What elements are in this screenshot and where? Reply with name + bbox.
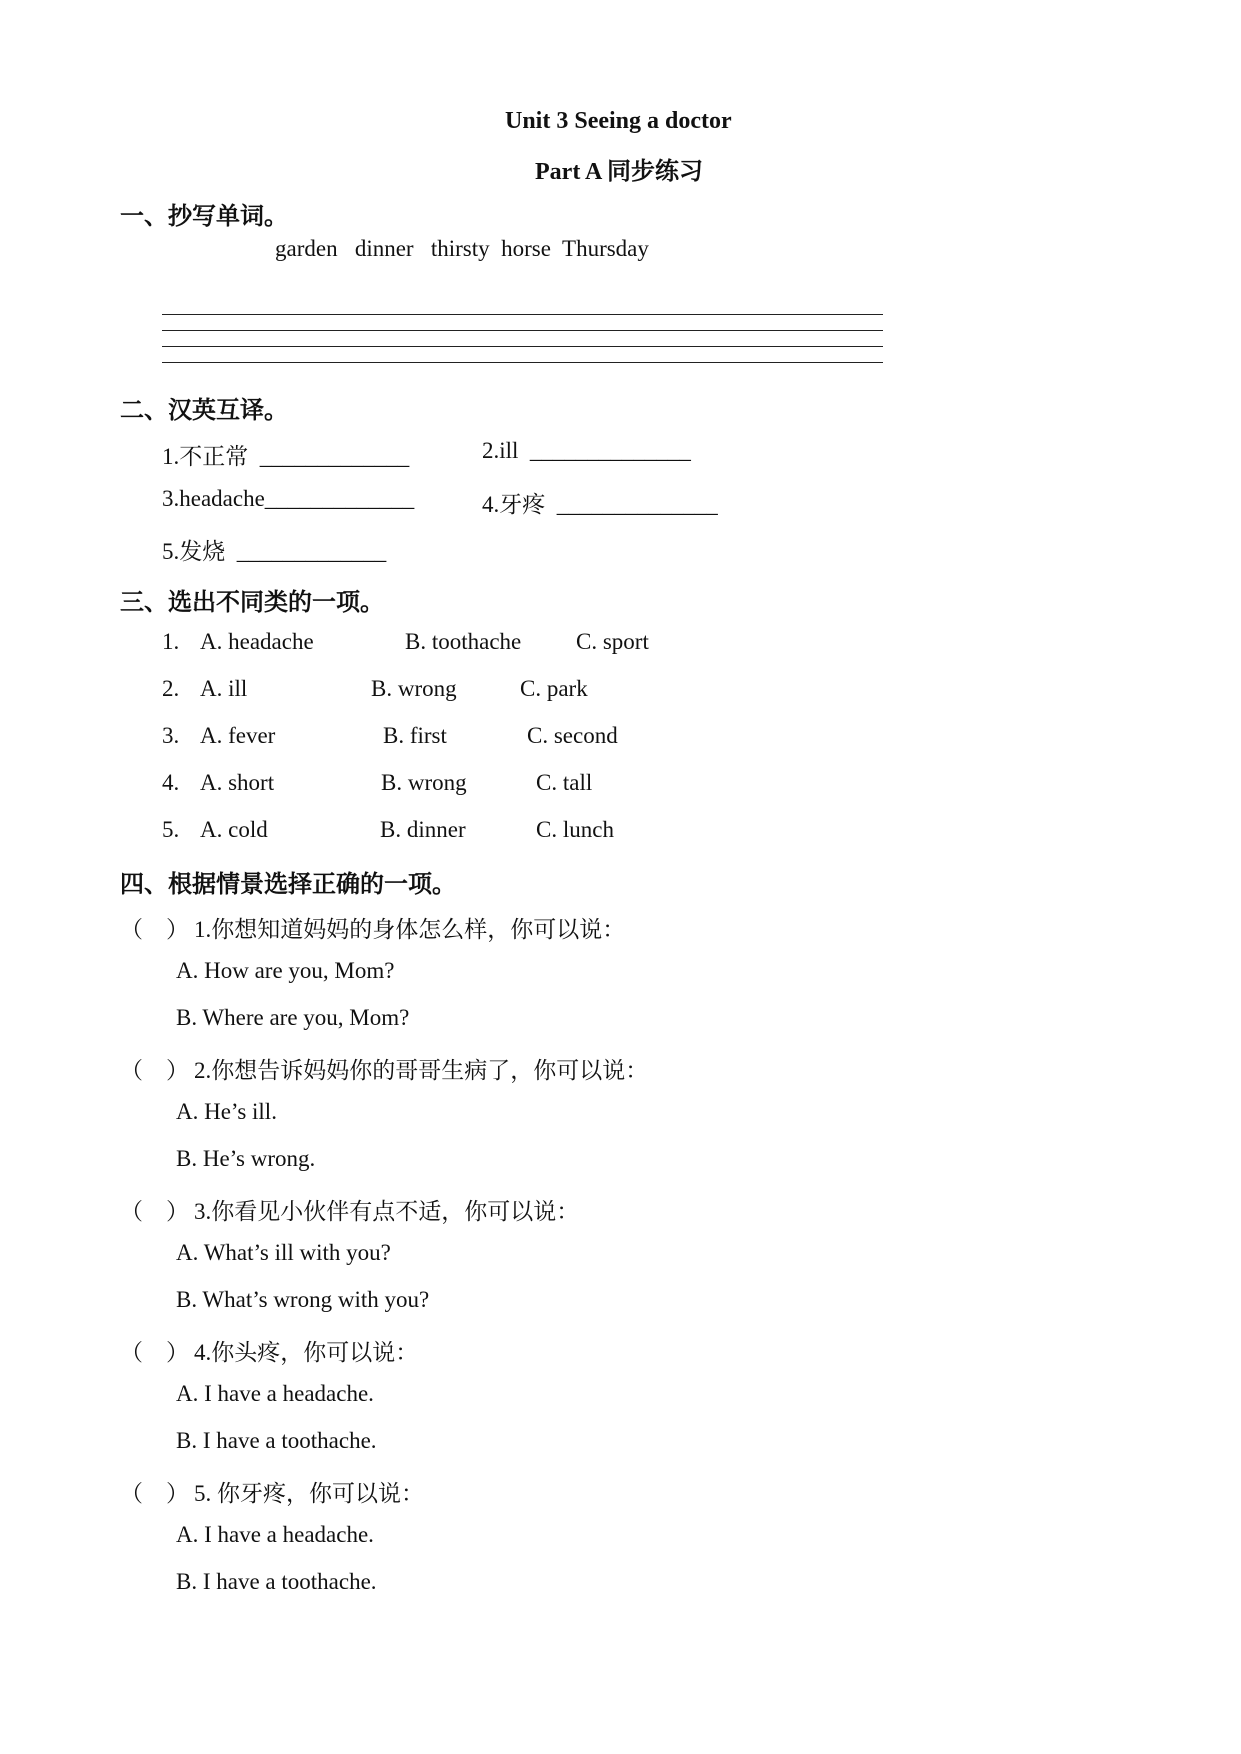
- option-a: A. I have a headache.: [176, 1381, 374, 1406]
- page-subtitle: Part A 同步练习: [535, 159, 703, 185]
- question-text: 5. 你牙疼，你可以说：: [194, 1481, 424, 1506]
- translation-item: 3.headache_____________: [162, 486, 415, 511]
- section3-heading: 三、选出不同类的一项。: [120, 590, 384, 616]
- answer-paren: （ ）: [120, 1340, 189, 1365]
- choice-a: A. headache: [200, 629, 314, 654]
- choice-b: B. wrong: [381, 770, 467, 795]
- option-b: B. I have a toothache.: [176, 1569, 377, 1594]
- translation-item: 5.发烧 _____________: [162, 539, 387, 564]
- choice-number: 1.: [162, 629, 180, 654]
- page-title: Unit 3 Seeing a doctor: [505, 108, 732, 134]
- choice-a: A. cold: [200, 817, 268, 842]
- answer-paren: （ ）: [120, 917, 189, 942]
- choice-a: A. fever: [200, 723, 276, 748]
- choice-b: B. wrong: [371, 676, 457, 701]
- choice-b: B. first: [383, 723, 447, 748]
- option-b: B. He’s wrong.: [176, 1146, 316, 1171]
- choice-b: B. toothache: [405, 629, 522, 654]
- answer-paren: （ ）: [120, 1199, 189, 1224]
- writing-line: [162, 346, 883, 347]
- option-a: A. I have a headache.: [176, 1522, 374, 1547]
- choice-number: 5.: [162, 817, 180, 842]
- word-list: garden dinner thirsty horse Thursday: [275, 236, 649, 261]
- answer-paren: （ ）: [120, 1058, 189, 1083]
- choice-c: C. second: [527, 723, 618, 748]
- option-a: A. What’s ill with you?: [176, 1240, 391, 1265]
- section1-heading: 一、抄写单词。: [120, 204, 288, 230]
- section2-heading: 二、汉英互译。: [120, 398, 288, 424]
- choice-a: A. ill: [200, 676, 248, 701]
- section4-heading: 四、根据情景选择正确的一项。: [120, 872, 456, 898]
- translation-item: 1.不正常 _____________: [162, 444, 410, 469]
- writing-line: [162, 362, 883, 363]
- writing-line: [162, 330, 883, 331]
- translation-item: 4.牙疼 ______________: [482, 492, 718, 517]
- choice-b: B. dinner: [380, 817, 466, 842]
- choice-c: C. tall: [536, 770, 593, 795]
- question-text: 2.你想告诉妈妈你的哥哥生病了，你可以说：: [194, 1058, 649, 1083]
- question-text: 3.你看见小伙伴有点不适，你可以说：: [194, 1199, 580, 1224]
- choice-number: 2.: [162, 676, 180, 701]
- writing-line: [162, 314, 883, 315]
- choice-c: C. park: [520, 676, 588, 701]
- option-b: B. I have a toothache.: [176, 1428, 377, 1453]
- choice-c: C. sport: [576, 629, 649, 654]
- question-text: 4.你头疼，你可以说：: [194, 1340, 419, 1365]
- translation-item: 2.ill ______________: [482, 438, 691, 463]
- choice-a: A. short: [200, 770, 275, 795]
- option-a: A. How are you, Mom?: [176, 958, 395, 983]
- choice-c: C. lunch: [536, 817, 614, 842]
- choice-number: 3.: [162, 723, 180, 748]
- option-b: B. Where are you, Mom?: [176, 1005, 410, 1030]
- option-b: B. What’s wrong with you?: [176, 1287, 430, 1312]
- option-a: A. He’s ill.: [176, 1099, 277, 1124]
- question-text: 1.你想知道妈妈的身体怎么样，你可以说：: [194, 917, 626, 942]
- choice-number: 4.: [162, 770, 180, 795]
- answer-paren: （ ）: [120, 1481, 189, 1506]
